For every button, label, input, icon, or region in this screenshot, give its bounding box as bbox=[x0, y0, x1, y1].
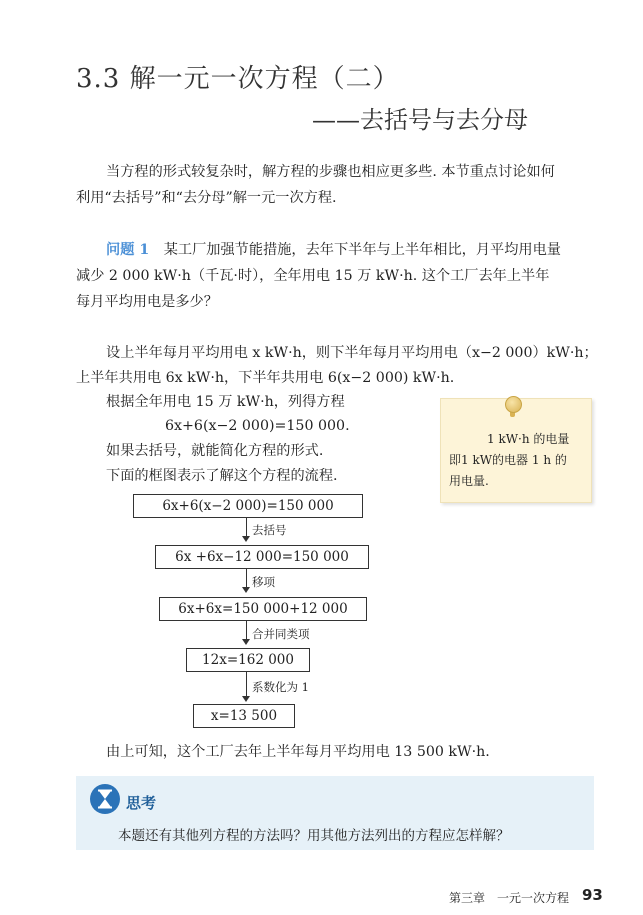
problem-line-2: 减少 2 000 kW·h（千瓦·时），全年用电 15 万 kW·h. 这个工厂去年上半年 bbox=[76, 268, 550, 284]
flow-step-4: 系数化为 1 bbox=[252, 680, 309, 694]
flow-arrow-1 bbox=[242, 536, 250, 542]
think-text: 本题还有其他列方程的方法吗？用其他方法列出的方程应怎样解？ bbox=[118, 828, 510, 844]
equation: 6x+6(x−2 000)=150 000. bbox=[165, 418, 350, 434]
conclusion: 由上可知，这个工厂去年上半年每月平均用电 13 500 kW·h. bbox=[106, 744, 490, 760]
problem-label: 问题 1 bbox=[106, 242, 150, 258]
problem-line-1: 某工厂加强节能措施，去年下半年与上半年相比，月平均用电量 bbox=[163, 242, 561, 258]
chapter-footer: 第三章 一元一次方程 bbox=[449, 891, 570, 905]
solution-line-6: 下面的框图表示了解这个方程的流程. bbox=[106, 468, 338, 484]
hourglass-icon bbox=[90, 784, 120, 814]
flow-step-1: 去括号 bbox=[252, 523, 287, 537]
note-line-1: 1 kW·h 的电量 bbox=[487, 432, 570, 446]
flow-box-5: x=13 500 bbox=[193, 704, 295, 728]
flow-line-2 bbox=[246, 569, 247, 589]
flow-step-3: 合并同类项 bbox=[252, 627, 310, 641]
solution-line-2: 上半年共用电 6x kW·h，下半年共用电 6(x−2 000) kW·h. bbox=[76, 370, 455, 386]
solution-line-1: 设上半年每月平均用电 x kW·h，则下半年每月平均用电（x−2 000）kW·h； bbox=[106, 345, 598, 361]
flow-box-3: 6x+6x=150 000+12 000 bbox=[159, 597, 367, 621]
section-title: 3.3 解一元一次方程（二） bbox=[76, 64, 400, 94]
solution-line-3: 根据全年用电 15 万 kW·h，列得方程 bbox=[106, 394, 345, 410]
note-line-2: 即1 kW的电器 1 h 的 bbox=[449, 453, 567, 467]
intro-line-2: 利用“去括号”和“去分母”解一元一次方程. bbox=[76, 190, 337, 206]
flow-line-3 bbox=[246, 621, 247, 641]
flow-line-4 bbox=[246, 672, 247, 698]
flow-box-4: 12x=162 000 bbox=[186, 648, 310, 672]
flow-arrow-3 bbox=[242, 639, 250, 645]
problem-line-3: 每月平均用电是多少？ bbox=[76, 294, 218, 310]
page-number: 93 bbox=[582, 886, 603, 904]
flow-box-1: 6x+6(x−2 000)=150 000 bbox=[133, 494, 363, 518]
margin-note bbox=[440, 398, 592, 503]
flow-arrow-4 bbox=[242, 696, 250, 702]
pushpin-icon bbox=[505, 396, 522, 413]
flow-line-1 bbox=[246, 518, 247, 538]
intro-line-1: 当方程的形式较复杂时，解方程的步骤也相应更多些. 本节重点讨论如何 bbox=[106, 164, 555, 180]
flow-step-2: 移项 bbox=[252, 575, 275, 589]
flow-arrow-2 bbox=[242, 587, 250, 593]
think-title: 思考 bbox=[126, 794, 157, 812]
flow-box-2: 6x +6x−12 000=150 000 bbox=[155, 545, 369, 569]
solution-line-5: 如果去括号，就能简化方程的形式. bbox=[106, 443, 324, 459]
section-subtitle: ——去括号与去分母 bbox=[312, 106, 528, 134]
note-line-3: 用电量. bbox=[449, 474, 489, 488]
